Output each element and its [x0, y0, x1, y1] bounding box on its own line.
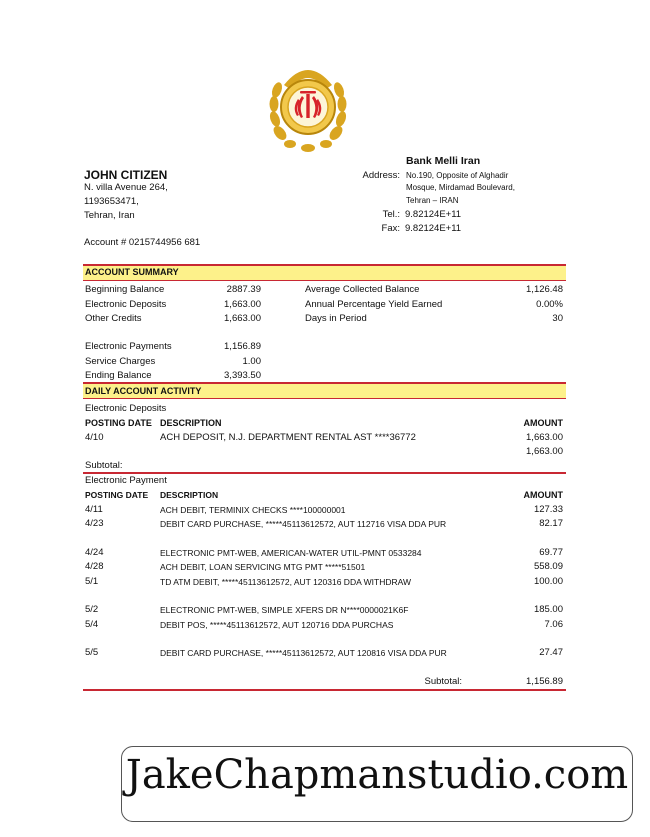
deposits-subtotal-label: Subtotal: [85, 460, 123, 471]
payment-amount: 69.77 [539, 547, 563, 558]
summary-value: 3,393.50 [224, 370, 261, 381]
payment-description: ELECTRONIC PMT-WEB, SIMPLE XFERS DR N****0000021K6F [160, 605, 409, 615]
payment-description: ELECTRONIC PMT-WEB, AMERICAN-WATER UTIL-PMNT 0533284 [160, 548, 422, 558]
summary-label: Service Charges [85, 356, 156, 367]
payment-description: DEBIT CARD PURCHASE, *****45113612572, AUT 112716 VISA DDA PUR [160, 519, 447, 529]
summary-label: Beginning Balance [85, 284, 165, 295]
summary-label: Electronic Payments [85, 341, 172, 352]
payment-amount: 27.47 [539, 647, 563, 658]
account-summary-title: ACCOUNT SUMMARY [85, 267, 179, 277]
account-number: Account # 0215744956 681 [84, 237, 201, 248]
payments-heading: Electronic Payment [85, 475, 167, 486]
summary-label: Annual Percentage Yield Earned [305, 299, 443, 310]
summary-label: Average Collected Balance [305, 284, 420, 295]
customer-name: JOHN CITIZEN [84, 168, 168, 182]
col-posting-date: POSTING DATE [85, 490, 149, 500]
col-posting-date: POSTING DATE [85, 418, 152, 428]
summary-label: Ending Balance [85, 370, 152, 381]
summary-label: Other Credits [85, 313, 142, 324]
bank-fax-label: Fax: [381, 223, 400, 234]
payment-date: 5/4 [85, 619, 99, 630]
bank-name: Bank Melli Iran [406, 155, 481, 167]
summary-value: 0.00% [536, 299, 563, 310]
payment-date: 4/28 [85, 561, 104, 572]
payment-amount: 82.17 [539, 518, 563, 529]
payments-subtotal-label: Subtotal: [424, 676, 462, 687]
deposit-extra-amount: 1,663.00 [526, 446, 563, 457]
payment-description: DEBIT CARD PURCHASE, *****45113612572, AUT 120816 VISA DDA PUR [160, 648, 447, 658]
bank-address-line-3: Tehran – IRAN [406, 196, 459, 205]
payment-date: 4/24 [85, 547, 104, 558]
payment-description: TD ATM DEBIT, *****45113612572, AUT 120316 DDA WITHDRAW [160, 577, 412, 587]
watermark-text: JakeChapmanstudio.com [125, 752, 629, 798]
payment-description: ACH DEBIT, LOAN SERVICING MTG PMT *****51501 [160, 562, 366, 572]
bank-address-line-2: Mosque, Mirdamad Boulevard, [406, 183, 515, 192]
payment-description: ACH DEBIT, TERMINIX CHECKS ****100000001 [160, 505, 346, 515]
customer-address-line-3: Tehran, Iran [84, 210, 135, 221]
payment-amount: 127.33 [533, 504, 563, 515]
payment-date: 4/11 [85, 504, 103, 515]
payment-amount: 558.09 [533, 561, 563, 572]
customer-address-line-1: N. villa Avenue 264, [84, 182, 168, 193]
customer-address-line-2: 1193653471, [84, 196, 139, 207]
payment-amount: 7.06 [544, 619, 563, 630]
col-description: DESCRIPTION [160, 490, 219, 500]
daily-activity-title: DAILY ACCOUNT ACTIVITY [85, 386, 202, 396]
deposit-date: 4/10 [85, 432, 104, 443]
col-amount: AMOUNT [523, 490, 563, 500]
summary-label: Electronic Deposits [85, 299, 167, 310]
deposits-heading: Electronic Deposits [85, 403, 167, 414]
bank-address-line-1: No.190, Opposite of Alghadir [406, 171, 509, 180]
deposit-amount: 1,663.00 [526, 432, 563, 443]
bank-fax: 9.82124E+11 [405, 223, 462, 234]
payments-subtotal-value: 1,156.89 [526, 676, 563, 687]
summary-value: 1,126.48 [526, 284, 563, 295]
summary-value: 1,156.89 [224, 341, 261, 352]
bank-address-label: Address: [362, 170, 400, 181]
payment-date: 5/1 [85, 576, 99, 587]
summary-value: 2887.39 [226, 284, 261, 295]
payment-date: 4/23 [85, 518, 104, 529]
section-rule [83, 689, 566, 691]
col-description: DESCRIPTION [160, 418, 222, 428]
bank-tel-label: Tel.: [382, 209, 400, 220]
payment-description: DEBIT POS, *****45113612572, AUT 120716 DDA PURCHAS [160, 620, 394, 630]
payment-date: 5/2 [85, 604, 99, 615]
bank-emblem-icon [268, 55, 348, 155]
payment-date: 5/5 [85, 647, 99, 658]
summary-value: 1,663.00 [224, 299, 261, 310]
summary-value: 1,663.00 [224, 313, 261, 324]
summary-value: 30 [552, 313, 563, 324]
summary-value: 1.00 [242, 356, 261, 367]
deposit-description: ACH DEPOSIT, N.J. DEPARTMENT RENTAL AST ****36772 [160, 432, 416, 443]
payment-amount: 185.00 [533, 604, 563, 615]
bank-tel: 9.82124E+11 [405, 209, 462, 220]
col-amount: AMOUNT [523, 418, 563, 428]
payment-amount: 100.00 [533, 576, 563, 587]
section-rule [83, 472, 566, 474]
summary-label: Days in Period [305, 313, 367, 324]
